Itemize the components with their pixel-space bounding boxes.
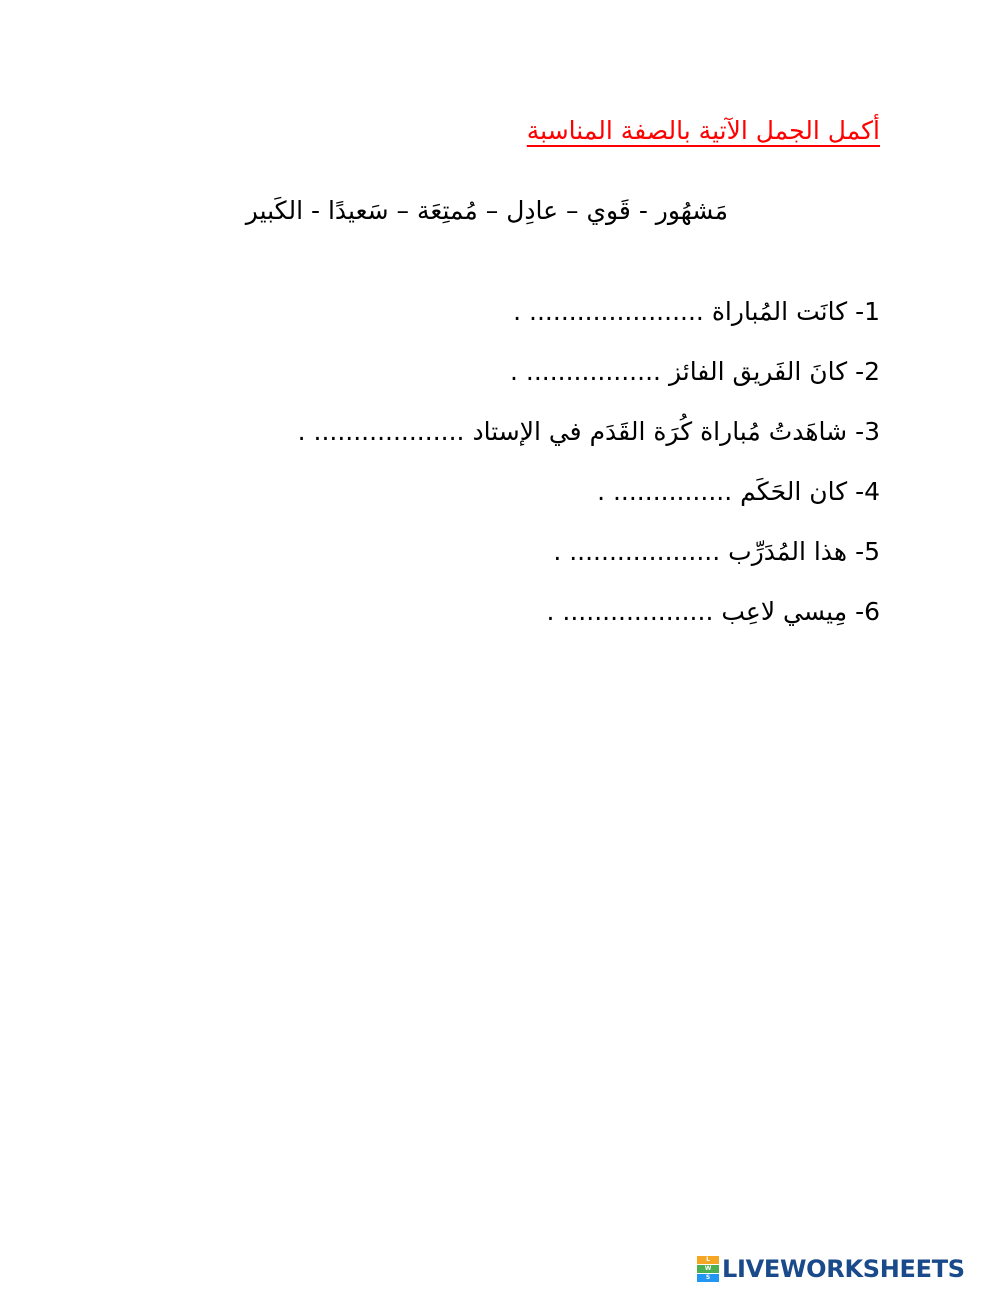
question-item: [120, 352, 880, 412]
liveworksheets-logo[interactable]: [697, 1255, 965, 1283]
answer-blank[interactable]: ............... .: [597, 477, 733, 506]
answer-blank[interactable]: ................... .: [297, 417, 465, 446]
logo-mark-letter: W: [697, 1265, 719, 1273]
logo-mark-letter: L: [697, 1256, 719, 1264]
answer-blank[interactable]: ................... .: [546, 597, 714, 626]
question-number: 4-: [855, 477, 880, 506]
question-number: 3-: [855, 417, 880, 446]
answer-blank[interactable]: ................. .: [509, 357, 661, 386]
liveworksheets-logo-text: LIVEWORKSHEETS: [722, 1255, 965, 1283]
question-item: [120, 472, 880, 532]
question-list: [120, 292, 880, 652]
question-text: مِيسي لاعِب: [721, 597, 848, 626]
question-text: هذا المُدَرِّب: [728, 537, 848, 566]
question-text: كان الحَكَم: [740, 477, 848, 506]
logo-mark-letter: S: [697, 1274, 719, 1282]
question-number: 1-: [855, 297, 880, 326]
question-text: كانَت المُباراة: [711, 297, 848, 326]
liveworksheets-logo-icon: [697, 1256, 719, 1282]
answer-blank[interactable]: ...................... .: [513, 297, 704, 326]
question-number: 6-: [855, 597, 880, 626]
question-number: 2-: [855, 357, 880, 386]
answer-blank[interactable]: ................... .: [553, 537, 721, 566]
question-number: 5-: [855, 537, 880, 566]
question-text: شاهَدتُ مُباراة كُرَة القَدَم في الإستاد: [472, 417, 848, 446]
question-item: [120, 412, 880, 472]
question-item: [120, 592, 880, 652]
question-text: كانَ الفَريق الفائز: [668, 357, 848, 386]
question-item: [120, 532, 880, 592]
worksheet-title: أكمل الجمل الآتية بالصفة المناسبة: [526, 116, 880, 145]
word-bank: مَشهُور - قَوي – عادِل – مُمتِعَة – سَعيدًا - الكَبير: [245, 196, 728, 225]
question-item: [120, 292, 880, 352]
